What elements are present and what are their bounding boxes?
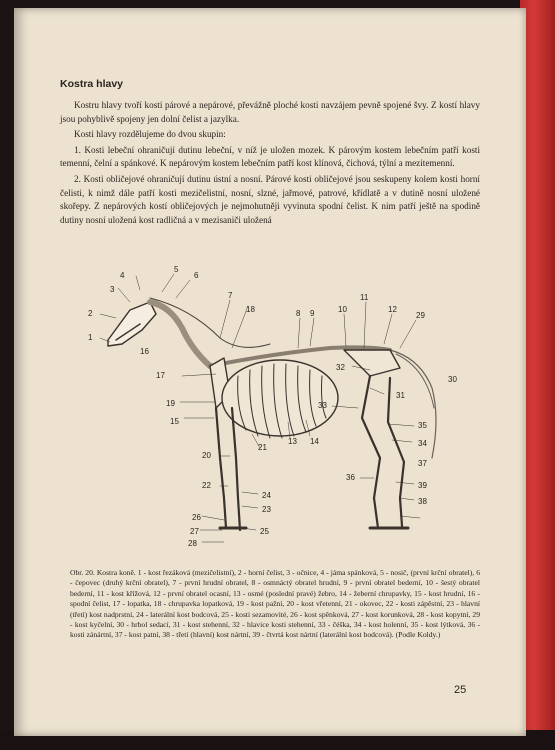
figure-label: 29 — [416, 311, 425, 320]
figure-label: 32 — [336, 363, 345, 372]
figure-label: 9 — [310, 309, 315, 318]
horse-skeleton-drawing — [70, 258, 490, 558]
horse-skeleton-figure — [70, 258, 490, 558]
figure-label: 10 — [338, 305, 347, 314]
figure-label: 4 — [120, 271, 125, 280]
figure-label: 24 — [262, 491, 271, 500]
figure-label: 8 — [296, 309, 301, 318]
figure-label: 5 — [174, 265, 179, 274]
figure-label: 14 — [310, 437, 319, 446]
figure-label: 18 — [246, 305, 255, 314]
paragraph: Kosti hlavy rozdělujeme do dvou skupin: — [74, 129, 226, 140]
figure-label: 37 — [418, 459, 427, 468]
paragraph: 2. Kosti obličejové ohraničují dutinu ústní a nosní. Párové kosti obličejové jsou seskupeny kolem kosti horní čelisti, k nimž dále patří kosti mezičelistní, nosní, slzné, jařmové, patrové, křídlatě a v dutině nosní uložené skořepy. Z nepárových kostí obličejových je nejmohutněji vyvinuta spodní čelist. K nim patří ještě na spodině dutiny nosní uložená kost radličná a v mezisaniči uložená — [60, 173, 480, 225]
figure-caption: Obr. 20. Kostra koně. 1 - kost řezáková (mezičelistní), 2 - horní čelist, 3 - očnice, 4 - jáma spánková, 5 - nosič, (první krční obratel), 6 - čepovec (druhý krční obratel), 7 - první hrudní obratel, 8 - osmnáctý obratel hrudní, 9 - první obratel bederní, 10 - šestý obratel bederní, 11 - kost křížová, 12 - první obratel ocasní, 13 - osmé (poslední pravé) žebro, 14 - žeberní chrupavky, 15 - kost hrudní, 16 - spodní čelist, 17 - lopatka, 18 - chrupavka lopatková, 19 - kost pažní, 20 - kost vřetenní, 21 - okovec, 22 - kosti zápěstní, 23 - hlavní (třetí) kost nadprstní, 24 - laterální kost bodcová, 25 - kosti sezamovité, 26 - kost spěnková, 27 - kost korunková, 28 - kost kopytní, 29 - kost kyčelní, 30 - hrbol sedací, 31 - kost stehenní, 32 - hlavice kosti stehenní, 33 - čéška, 34 - kost holenní, 35 - kost lýtková, 36 - kosti zánártní, 37 - kost patní, 38 - třetí (hlavní) kost nártní, 39 - čtvrtá kost nártní (laterální kost bodcová). (Podle Koldy.) — [70, 568, 480, 640]
figure-label: 31 — [396, 391, 405, 400]
figure-label: 33 — [318, 401, 327, 410]
figure-label: 27 — [190, 527, 199, 536]
text-block — [60, 78, 480, 229]
figure-label: 6 — [194, 271, 199, 280]
figure-label: 38 — [418, 497, 427, 506]
figure-label: 19 — [166, 399, 175, 408]
figure-label: 16 — [140, 347, 149, 356]
figure-label: 20 — [202, 451, 211, 460]
figure-label: 15 — [170, 417, 179, 426]
figure-label: 34 — [418, 439, 427, 448]
page-number: 25 — [454, 684, 467, 696]
figure-label: 25 — [260, 527, 269, 536]
figure-label: 2 — [88, 309, 93, 318]
figure-label: 30 — [448, 375, 457, 384]
figure-label: 23 — [262, 505, 271, 514]
paragraph: 1. Kosti lebeční ohraničují dutinu lebeční, v níž je uložen mozek. K párovým kostem lebečním patří kosti temenní, čelní a spánkové. K nepárovým kostem lebečním patří kost klínová, čichová, týlní a mezitemenní. — [60, 144, 480, 169]
figure-label: 21 — [258, 443, 267, 452]
figure-label: 35 — [418, 421, 427, 430]
paragraph: Kostru hlavy tvoří kosti párové a nepárové, převážně ploché kosti navzájem pevně spojené švy. Z kostí hlavy jsou pohyblivě spojeny jen dolní čelist a jazylka. — [60, 100, 480, 124]
figure-label: 28 — [188, 539, 197, 548]
figure-label: 3 — [110, 285, 115, 294]
figure-label: 1 — [88, 333, 93, 342]
figure-label: 22 — [202, 481, 211, 490]
section-title: Kostra hlavy — [60, 78, 124, 90]
figure-label: 17 — [156, 371, 165, 380]
figure-label: 13 — [288, 437, 297, 446]
figure-label: 12 — [388, 305, 397, 314]
figure-label: 36 — [346, 473, 355, 482]
figure-label: 39 — [418, 481, 427, 490]
figure-label: 26 — [192, 513, 201, 522]
figure-label: 7 — [228, 291, 233, 300]
figure-label: 11 — [360, 293, 369, 302]
